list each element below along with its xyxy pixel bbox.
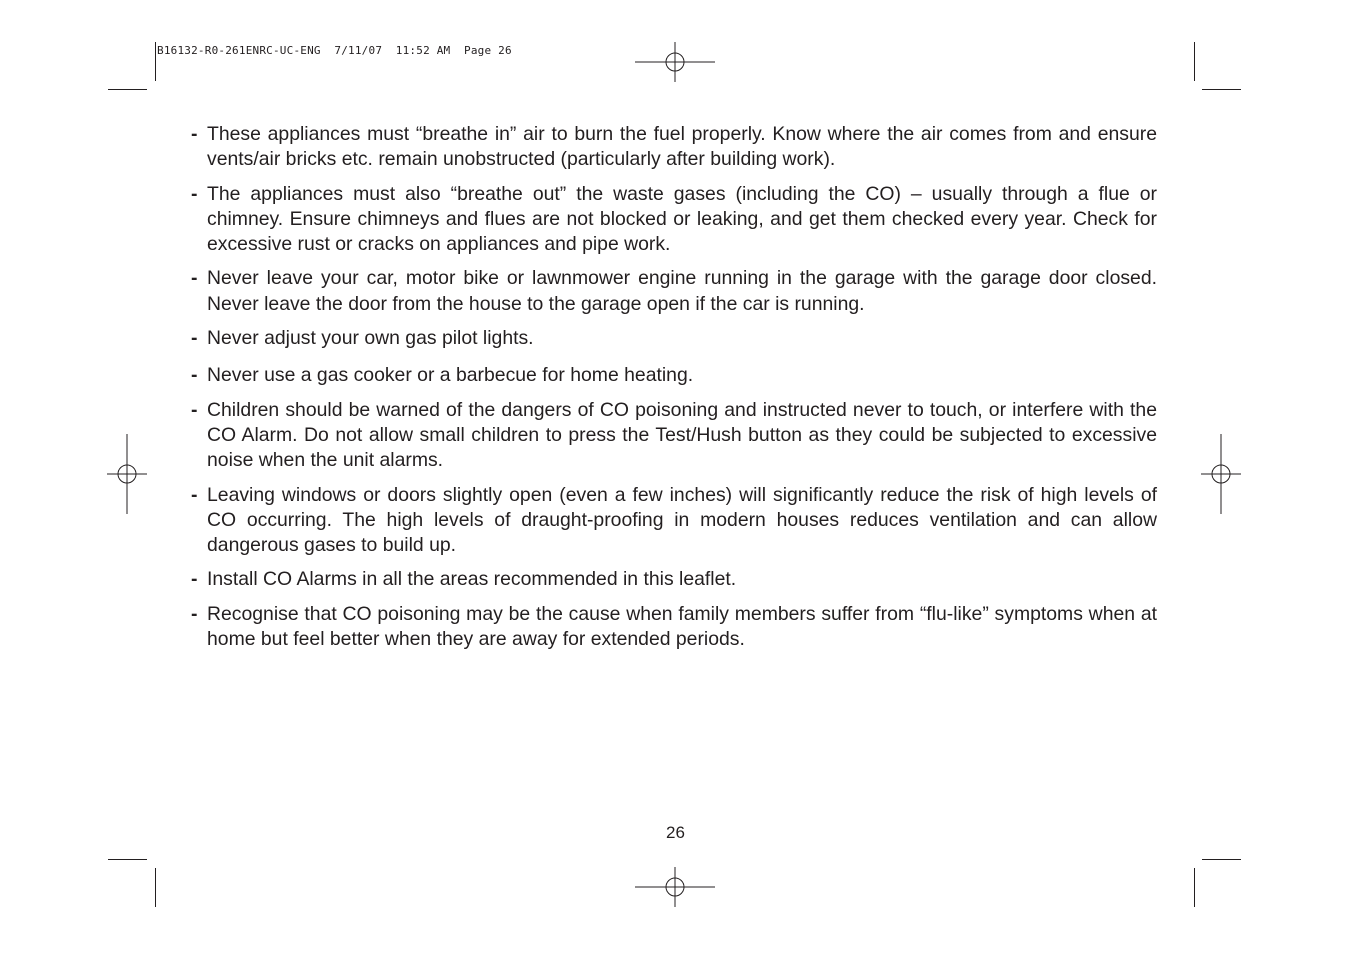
registration-mark-icon [87,434,167,514]
crop-mark [155,868,156,907]
list-item [189,266,1157,317]
bullet-dash: - [191,602,198,625]
bullet-dash: - [191,327,198,350]
list-item-text: Leaving windows or doors slightly open (even a few inches) will significantly reduce the risk of high levels of CO occurring. The high levels of draught-proofing in modern houses reduces ventilation and can allow dangerous gases to build up. [207,483,1157,557]
crop-mark [1194,868,1195,907]
crop-mark [1202,89,1241,90]
registration-mark-icon [635,847,715,927]
list-item-text: Never adjust your own gas pilot lights. [207,327,534,350]
list-item-text: Recognise that CO poisoning may be the cause when family members suffer from “flu-like” symptoms when at home but feel better when they are away for extended periods. [207,602,1157,651]
bullet-dash: - [191,182,198,205]
list-item-text: These appliances must “breathe in” air to burn the fuel properly. Know where the air comes from and ensure vents/air bricks etc. remain unobstructed (particularly after building work). [207,123,1157,171]
safety-advice-list [189,122,1157,661]
list-item [189,326,1157,351]
list-item [189,483,1157,559]
list-item-text: Never leave your car, motor bike or lawnmower engine running in the garage with the garage door closed. Never leave the door from the house to the garage open if the car is running. [207,267,1157,315]
page-number: 26 [666,823,685,842]
crop-mark [1202,859,1241,860]
bullet-dash: - [191,568,198,591]
list-item [189,398,1157,474]
crop-mark [108,89,147,90]
list-item [189,122,1157,173]
bullet-dash: - [191,483,198,506]
crop-mark [155,42,156,81]
bullet-dash: - [191,267,198,290]
list-item [189,363,1157,388]
list-item-text: Never use a gas cooker or a barbecue for home heating. [207,364,694,387]
list-item [189,182,1157,258]
list-item-text: Children should be warned of the dangers of CO poisoning and instructed never to touch, or interfere with the CO Alarm. Do not allow small children to press the Test/Hush button as they could be subjected to excessive noise when the unit alarms. [207,398,1157,472]
list-item-text: Install CO Alarms in all the areas recommended in this leaflet. [207,568,737,591]
print-slug: B16132-R0-261ENRC-UC-ENG 7/11/07 11:52 AM Page 26 [157,44,512,57]
crop-mark [1194,42,1195,81]
bullet-dash: - [191,123,198,145]
bullet-dash: - [191,364,198,387]
registration-mark-icon [1181,434,1261,514]
list-item [189,602,1157,653]
list-item-text: The appliances must also “breathe out” the waste gases (including the CO) – usually through a flue or chimney. Ensure chimneys and flues are not blocked or leaking, and get them checked every year. Check for excessive rust or cracks on appliances and pipe work. [207,182,1157,256]
bullet-dash: - [191,398,198,421]
crop-mark [108,859,147,860]
list-item [189,567,1157,592]
registration-mark-icon [635,22,715,102]
